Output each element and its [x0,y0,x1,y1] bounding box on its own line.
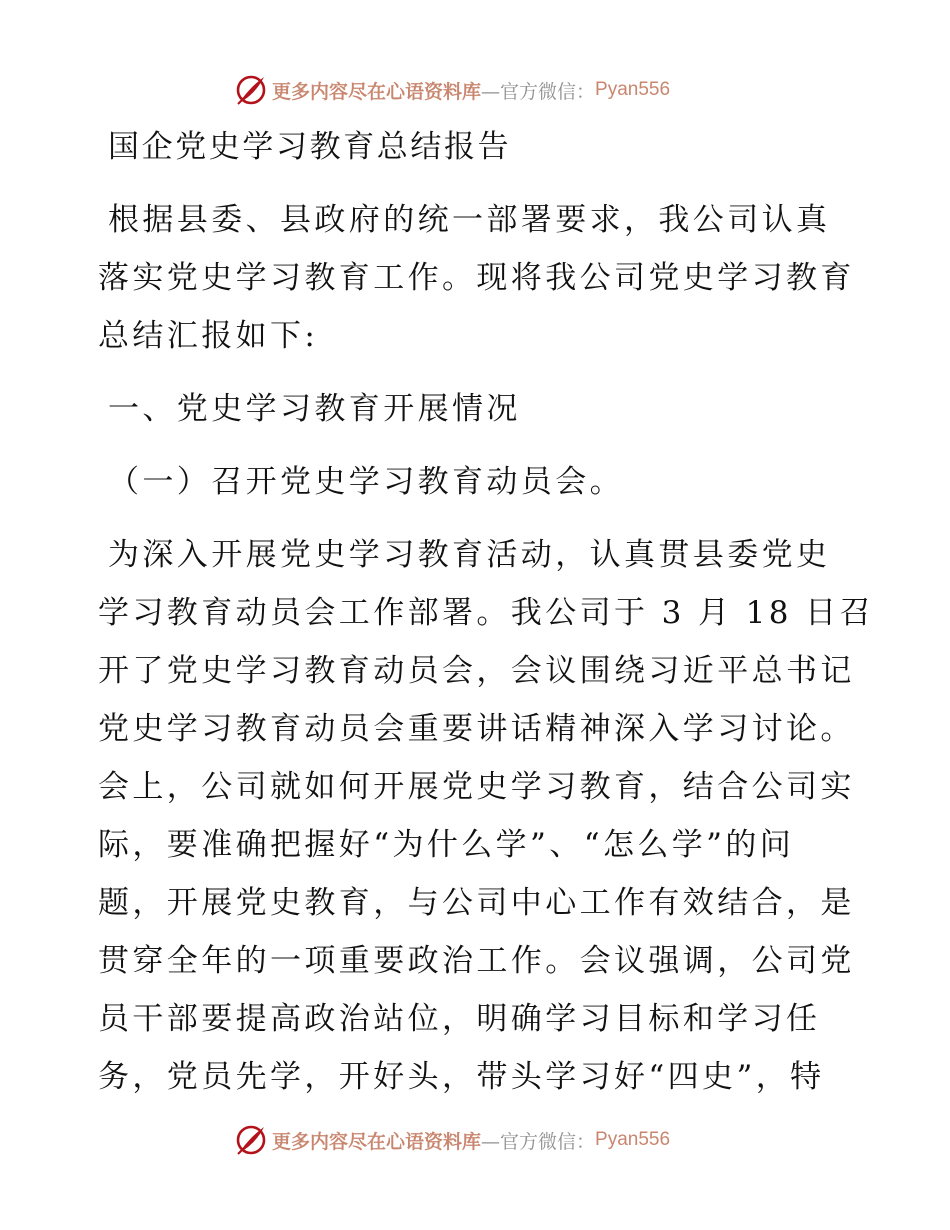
watermark-separator: —官方微信： [481,80,596,103]
quill-logo-icon [234,73,268,107]
watermark-header [234,70,670,110]
subsection-heading: （一）召开党史学习教育动员会。 [108,464,624,500]
paragraph-line: 学习教育动员会工作部署。我公司于 3 月 18 日召 [98,595,874,631]
paragraph-line: 党史学习教育动员会重要讲话精神深入学习讨论。 [98,711,855,747]
watermark-text: 更多内容尽在心语资料库 [272,80,482,103]
paragraph-line: 落实党史学习教育工作。现将我公司党史学习教育 [98,260,855,296]
watermark-footer [234,1120,670,1160]
paragraph-line: 根据县委、县政府的统一部署要求，我公司认真 [108,202,831,238]
paragraph-line: 题，开展党史教育，与公司中心工作有效结合，是 [98,885,855,921]
paragraph-line: 总结汇报如下: [98,318,319,354]
paragraph-line: 为深入开展党史学习教育活动，认真贯县委党史 [108,537,831,573]
paragraph-line: 际，要准确把握好“为什么学”、“怎么学”的问 [98,827,795,863]
paragraph-line: 员干部要提高政治站位，明确学习目标和学习任 [98,1001,821,1037]
paragraph-line: 贯穿全年的一项重要政治工作。会议强调，公司党 [98,943,855,979]
paragraph-line: 开了党史学习教育动员会，会议围绕习近平总书记 [98,653,855,689]
watermark-wechat-id: Pyan556 [595,79,671,100]
watermark-text: 更多内容尽在心语资料库 [272,1130,482,1153]
paragraph-line: 务，党员先学，开好头，带头学习好“四史”，特 [98,1059,825,1095]
paragraph-line: 会上，公司就如何开展党史学习教育，结合公司实 [98,769,855,805]
watermark-separator: —官方微信： [481,1130,596,1153]
watermark-wechat-id: Pyan556 [595,1129,671,1150]
section-heading: 一、党史学习教育开展情况 [108,391,521,427]
quill-logo-icon [234,1123,268,1157]
document-title: 国企党史学习教育总结报告 [108,129,512,165]
